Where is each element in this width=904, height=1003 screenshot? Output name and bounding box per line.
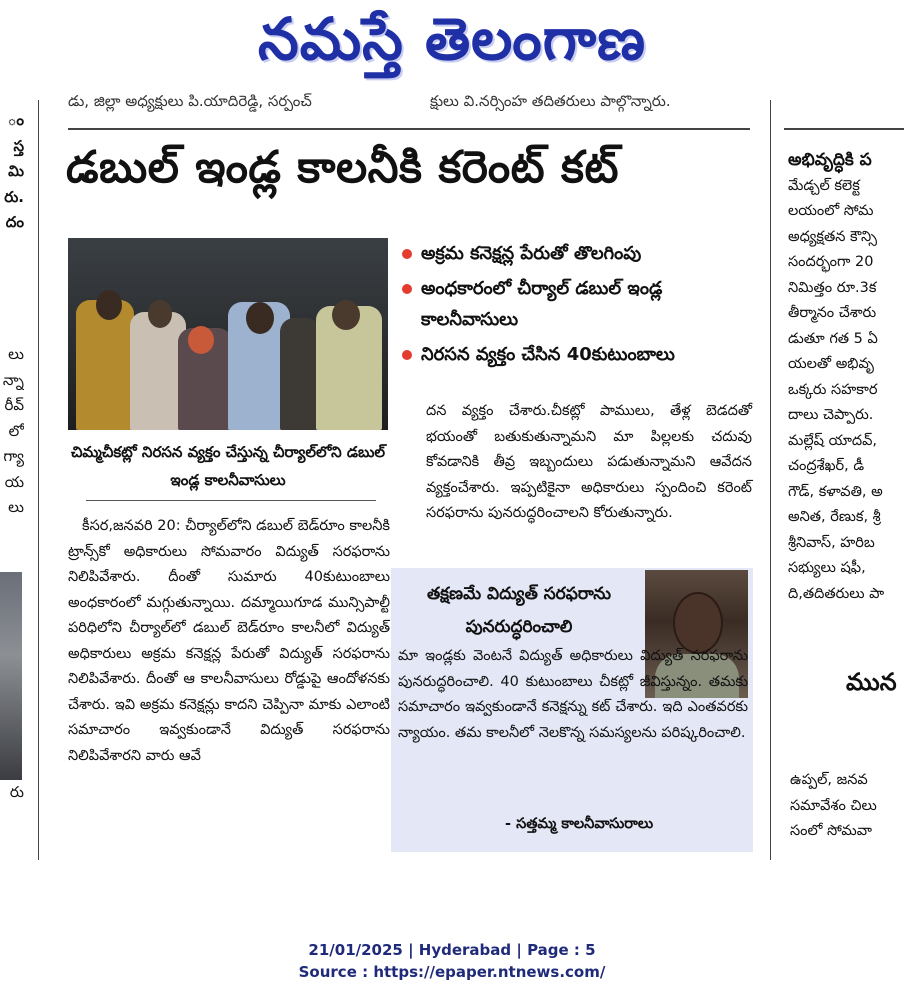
caption-rule <box>86 500 376 501</box>
left-fragment-line: రీవ్ <box>4 396 24 414</box>
left-fragment-line: దం <box>5 213 24 231</box>
left-fragment-line: లో <box>8 421 24 440</box>
right-article-text <box>788 174 904 608</box>
right-article-line: నిమిత్తం రూ.3క <box>788 279 877 296</box>
right-article-line: లయంలో సోమ <box>788 203 874 219</box>
right-article-headline: అభివృద్ధికి ప <box>788 150 872 170</box>
previous-article-cut-left: డు, జిల్లా అధ్యక్షులు పి.యాదిరెడ్డి, సర్పంచ్ <box>68 92 312 110</box>
previous-article-cut-right: క్షులు వి.నర్సింహ తదితరులు పాల్గొన్నారు. <box>430 92 671 110</box>
right-article-2-line: సంలో సోమవా <box>790 823 872 839</box>
left-article-fragment-top <box>0 108 24 236</box>
group-photo <box>68 238 388 430</box>
highlight-item: అక్రమ కనెక్షన్ల పేరుతో తొలగింపు <box>400 238 760 269</box>
left-fragment-line: గ్యా <box>3 447 24 465</box>
left-fragment-line: స్త <box>13 136 24 155</box>
right-article-line: అధ్యక్షతన కౌన్సి <box>788 228 877 245</box>
left-fragment-line: లు <box>8 498 24 516</box>
right-section-divider <box>784 128 904 130</box>
right-article-line: తీర్మానం చేశారు <box>788 305 877 321</box>
section-divider <box>68 128 750 130</box>
right-article-line: గౌడ్‌, కళావతి, అ <box>788 483 883 500</box>
highlight-item: నిరసన వ్యక్తం చేసిన 40కుటుంబాలు <box>400 339 760 370</box>
article-column-2: దన వ్యక్తం చేశారు.చీకట్లో పాములు, తేళ్ల బెడదతో భయంతో బతుకుతున్నామని మా పిల్లలకు చదువు కోవడానికి తీవ్ర ఇబ్బందులు పడుతున్నామని ఆవేదన వ్యక్తంచేశారు. ఇప్పటికైనా అధికారులు స్పందించి కరెంట్‌ సరఫరాను పునరుద్ధరించాలని కోరుతున్నారు. <box>426 403 752 521</box>
left-fragment-line: య <box>4 472 24 491</box>
article-headline: డబుల్‌ ఇండ్ల కాలనీకి కరెంట్‌ కట్‌ <box>66 142 619 193</box>
photo-caption: చిమ్మచీకట్లో నిరసన వ్యక్తం చేస్తున్న చీర్యాల్‌లోని డబుల్‌ ఇండ్ల కాలనీవాసులు <box>70 443 386 489</box>
right-article-line: సభ్యులు షఫీ, <box>788 560 866 576</box>
left-fragment-line: ం <box>7 111 24 129</box>
left-photo-fragment <box>0 572 22 780</box>
right-article-line: అనిత, రేణుక, శ్రీ <box>788 509 881 525</box>
quote-signature: - సత్తమ్మ కాలనీవాసురాలు <box>505 816 654 832</box>
quote-box-body: మా ఇండ్లకు వెంటనే విద్యుత్‌ అధికారులు విద్యుత్‌ సరఫరాను పునరుద్ధరించాలి. 40 కుటుంబాలు చీకట్లో జీవిస్తున్నం. తమకు సమాచారం ఇవ్వకుండానే కనెక్షన్ను కట్‌ చేశారు. ఇది ఎంతవరకు న్యాయం. తమ కాలనీలో నెలకొన్న సమస్యలను పరిష్కరించాలి. <box>398 648 748 741</box>
article-highlights <box>400 238 760 370</box>
article-column-1: కీసర,జనవరి 20: చీర్యాల్‌లోని డబుల్‌ బెడ్‌రూం కాలనీకి ట్రాన్స్‌కో అధికారులు సోమవారం విద్యుత్‌ సరఫరాను నిలిపివేశారు. దీంతో సుమారు 40కుటుంబాలు అంధకారంలో మగ్గుతున్నాయి. దమ్మాయిగూడ మున్సిపాల్టీ పరిధిలోని చీర్యాల్‌లో డబుల్‌ బెడ్‌రూం కాలనీలో విద్యుత్‌ అధికారులు అక్రమ కనెక్షన్ల పేరుతో విద్యుత్‌ సరఫరాను నిలిపివేశారు. దీంతో ఆ కాలనీవాసులు రోడ్డుపై ఆందోళనకు చేశారు. ఇవి అక్రమ కనెక్షన్లు కాదని చెప్పినా మాకు ఎలాంటి సమాచారం ఇవ్వకుండానే విద్యుత్‌ సరఫరాను నిలిపివేశారని వారు ఆవే <box>68 518 390 764</box>
right-article-2-line: ఉప్పల్‌, జనవ <box>790 772 868 788</box>
right-article-line: ది,తదితరులు పా <box>788 585 885 602</box>
left-fragment-line: మి <box>8 162 24 180</box>
right-article-line: సందర్భంగా 20 <box>788 254 874 270</box>
left-fragment-line: న్నా <box>2 370 24 389</box>
right-article <box>788 148 904 607</box>
right-article-line: ఒక్కరు సహకార <box>788 381 878 398</box>
column-divider-right <box>770 100 771 860</box>
footer-date-line: 21/01/2025 | Hyderabad | Page : 5 <box>308 941 596 959</box>
right-article-line: శ్రీనివాస్‌, హరిబ <box>788 534 875 551</box>
left-article-fragment-bottom <box>0 342 24 521</box>
left-article-fragment-tail: రు <box>9 783 24 801</box>
bullet-dot-icon <box>402 249 412 259</box>
highlight-item: అంధకారంలో చీర్యాల్‌ డబుల్‌ ఇండ్ల కాలనీవాసులు <box>400 273 760 335</box>
left-fragment-line: లు <box>8 345 24 363</box>
bullet-dot-icon <box>402 284 412 294</box>
newspaper-logo: నమస్తే తెలంగాణ <box>258 5 646 73</box>
footer-source-line: Source : https://epaper.ntnews.com/ <box>298 963 606 981</box>
quote-box-title: తక్షణమే విద్యుత్‌ సరఫరాను పునరుద్ధరించాలి <box>426 584 612 637</box>
masthead <box>0 0 904 80</box>
right-article-line: మల్లేష్‌ యాదవ్‌, <box>788 432 878 449</box>
right-article-line: చంద్రశేఖర్‌, డీ <box>788 458 865 474</box>
right-article-line: డుతూ గత 5 ఏ <box>788 330 878 347</box>
right-article-line: మేడ్చల్‌ కలెక్ట <box>788 177 860 194</box>
right-subheadline: మున <box>846 668 897 696</box>
right-article-line: యలతో అభివృ <box>788 356 874 372</box>
right-article-line: దాలు చెప్పారు. <box>788 407 874 423</box>
left-fragment-line: రు. <box>4 187 24 206</box>
bullet-dot-icon <box>402 350 412 360</box>
right-article-2-line: సమావేశం చిలు <box>790 797 877 814</box>
column-divider-left <box>38 100 39 860</box>
right-article-2-text <box>790 768 904 845</box>
